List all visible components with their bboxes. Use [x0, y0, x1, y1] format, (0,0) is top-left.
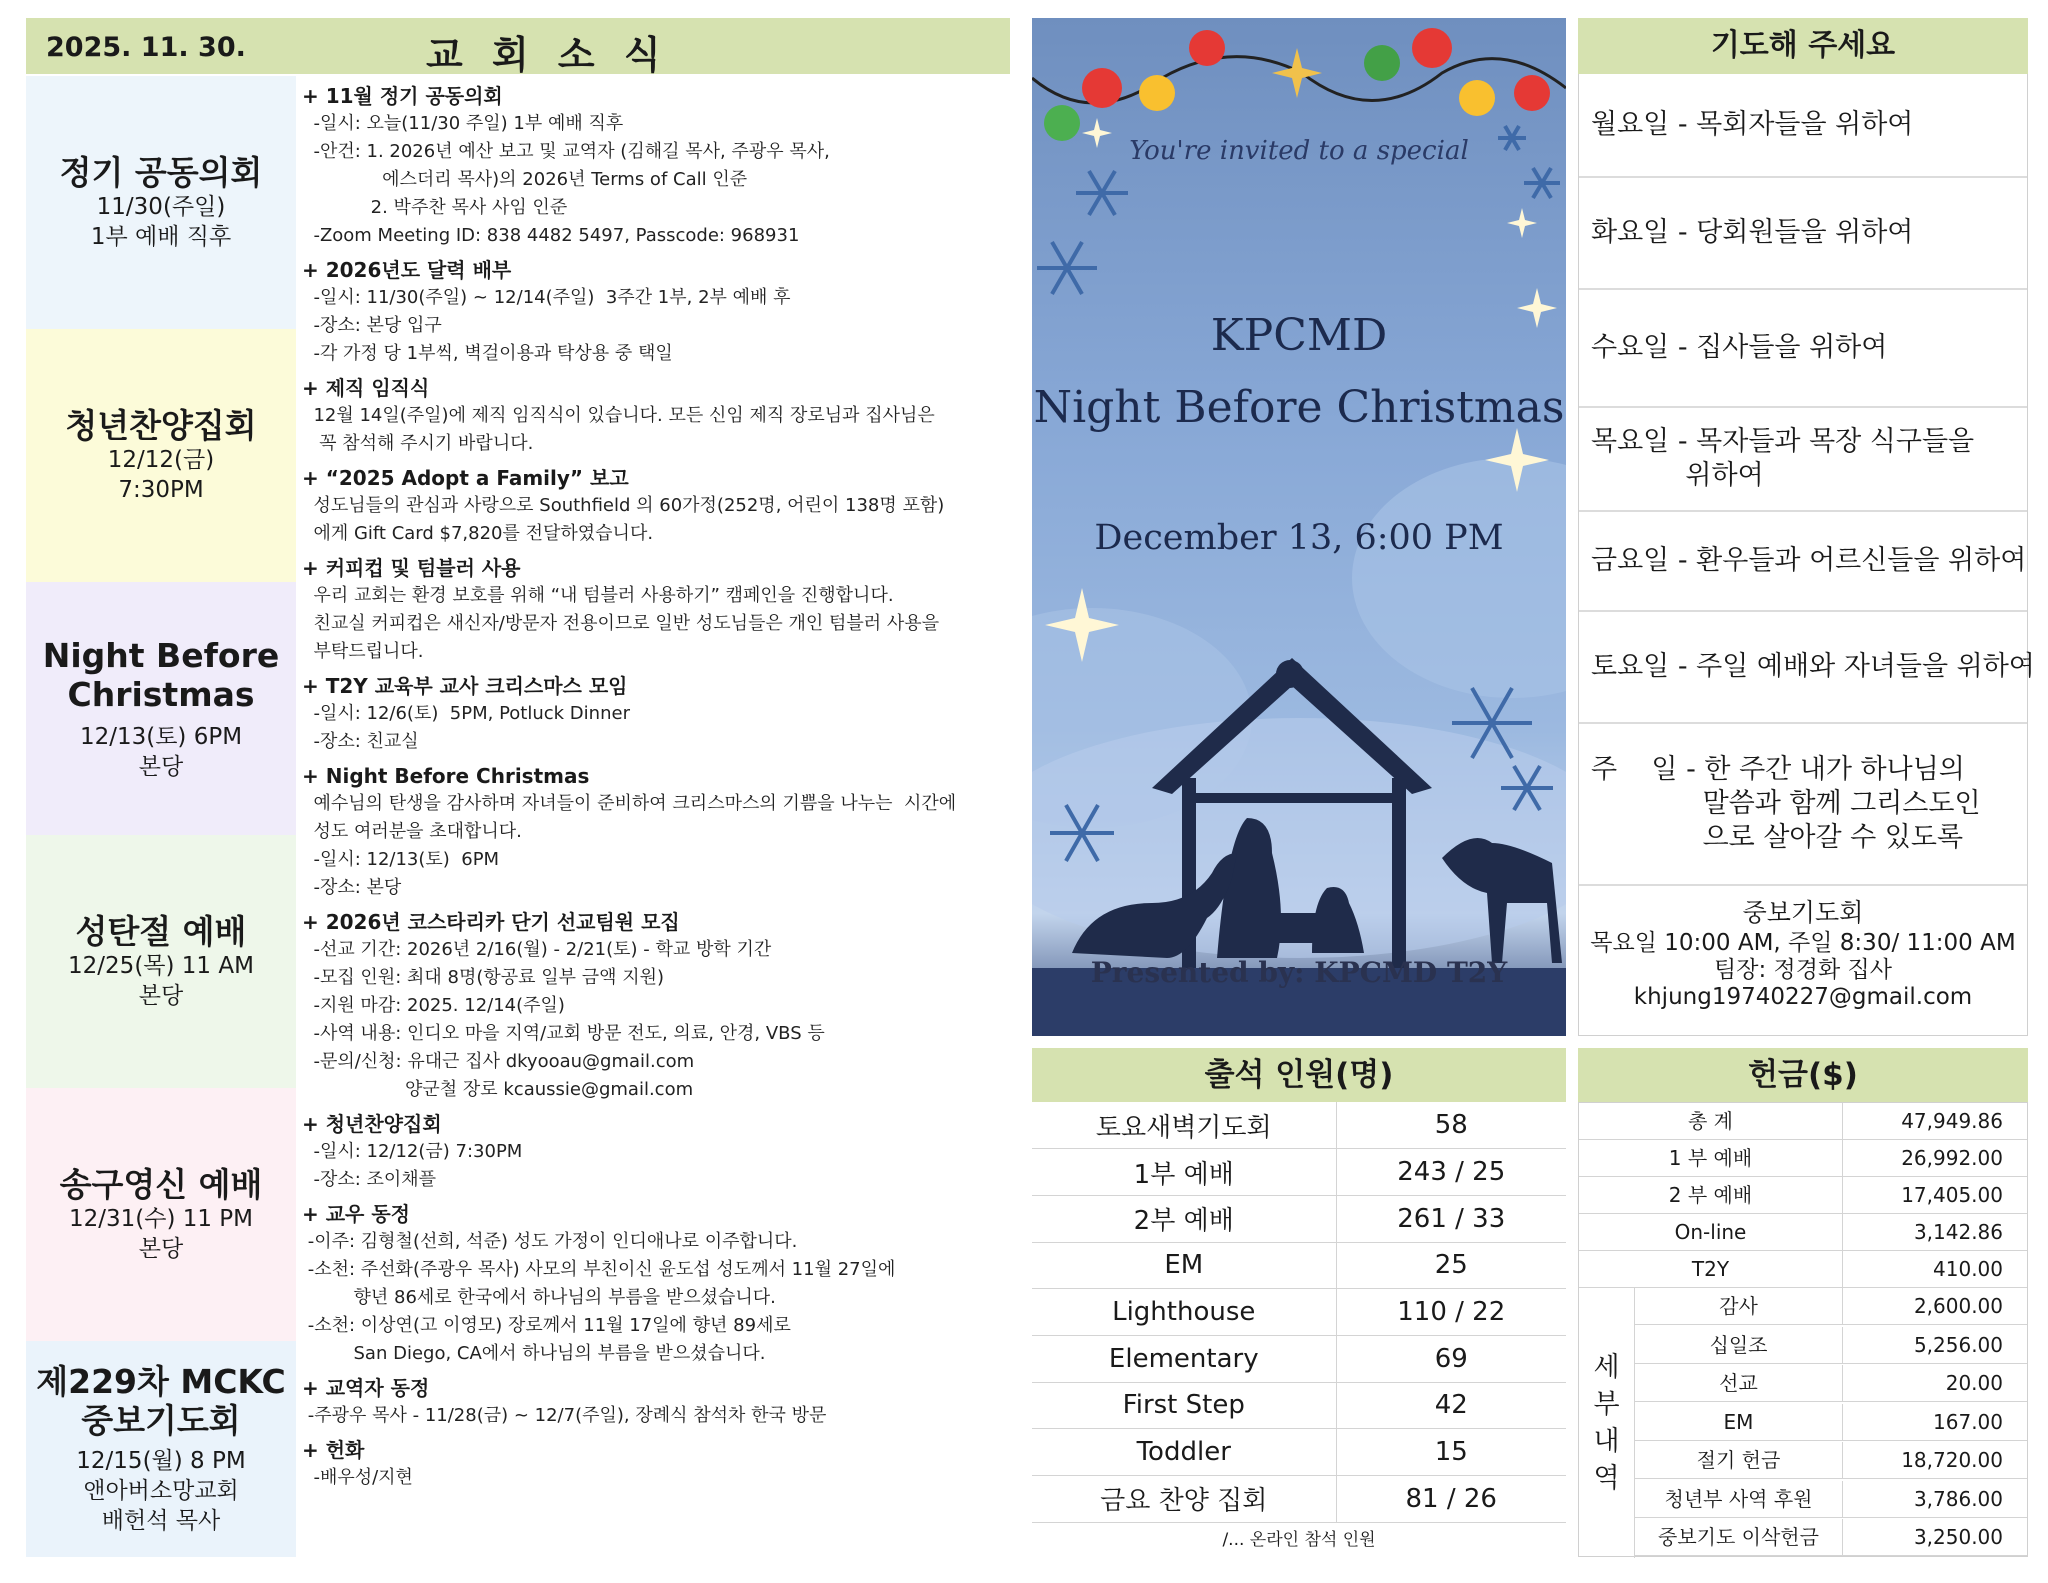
poster-title-event: Night Before Christmas [1033, 382, 1565, 433]
news-title: + 청년찬양집회 [302, 1112, 442, 1136]
news-title: + 11월 정기 공동의회 [302, 84, 503, 108]
attendance-title: 출석 인원(명) [1032, 1048, 1566, 1102]
prayer-item-wednesday [1579, 290, 2027, 408]
offering-amount: 3,250.00 [1913, 1525, 2003, 1549]
offering-row [1579, 1140, 2027, 1177]
offering-amount: 17,405.00 [1901, 1183, 2003, 1207]
prayer-text: 목요일 - 목자들과 목장 식구들을 위하여 [1591, 426, 1975, 491]
prayer-text: 월요일 - 목회자들을 위하여 [1591, 109, 1914, 140]
poster-title-org: KPCMD [1210, 310, 1388, 361]
offering-row [1635, 1365, 2027, 1402]
intercession-title: 중보기도회 [1742, 898, 1864, 927]
prayer-text: 수요일 - 집사들을 위하여 [1591, 332, 1888, 363]
offering-amount: 3,786.00 [1913, 1486, 2003, 1511]
news-list [302, 82, 1022, 1562]
offering-amount: 47,949.86 [1901, 1109, 2003, 1133]
news-title: + 교우 동정 [302, 1202, 410, 1226]
news-line: -배우성/지현 [302, 1467, 413, 1488]
news-section-title: 교 회 소 식 [426, 33, 669, 77]
offering-row [1635, 1288, 2027, 1325]
news-line: 에스더리 목사)의 2026년 Terms of Call 인준 [302, 169, 748, 190]
intercession-time: 목요일 10:00 AM, 주일 8:30/ 11:00 AM [1590, 930, 2016, 956]
event-date: 12/31(수) 11 PM [68, 1206, 254, 1232]
news-line: 에게 Gift Card $7,820를 전달하였습니다. [302, 523, 654, 544]
news-line: -일시: 오늘(11/30 주일) 1부 예배 직후 [302, 113, 624, 134]
event-name: 청년찬양집회 [65, 406, 257, 445]
intercession-leader: 팀장: 정경화 집사 [1714, 957, 1892, 983]
offering-category: 선교 [1635, 1365, 1843, 1402]
offering-table [1578, 1102, 2028, 1557]
prayer-text: 금요일 - 환우들과 어르신들을 위하여 [1591, 545, 2027, 576]
intercession-block [1579, 886, 2027, 1034]
event-date: 12/12(금) [107, 447, 215, 473]
bulletin-date: 2025. 11. 30. [46, 32, 246, 63]
attendance-group: First Step [1032, 1382, 1336, 1429]
news-line: -문의/신청: 유대근 집사 dkyooau@gmail.com [302, 1051, 695, 1072]
event-block-christmas-service [26, 835, 296, 1088]
poster-invite-text: You're invited to a special [1129, 136, 1469, 166]
news-title: + 교역자 동정 [302, 1376, 430, 1400]
event-block-new-year-service [26, 1088, 296, 1341]
intercession-email[interactable]: khjung19740227@gmail.com [1633, 984, 1973, 1010]
news-title: + 제직 임직식 [302, 376, 430, 400]
attendance-count: 58 [1336, 1102, 1566, 1149]
news-line: -모집 인원: 최대 8명(항공료 일부 금액 지원) [302, 967, 665, 988]
attendance-row [1032, 1102, 1566, 1149]
event-name: 성탄절 예배 [75, 912, 247, 951]
event-venue: 앤아버소망교회 [83, 1478, 239, 1504]
attendance-table [1032, 1102, 1566, 1523]
event-detail: 본당 [138, 1236, 184, 1262]
news-item [302, 256, 1022, 368]
news-title: + 2026년도 달력 배부 [302, 258, 512, 282]
news-line: -각 가정 당 1부씩, 벽걸이용과 탁상용 중 택일 [302, 343, 673, 364]
poster-date: December 13, 6:00 PM [1094, 518, 1504, 558]
news-title: + Night Before Christmas [302, 764, 590, 788]
offering-category: 2 부 예배 [1579, 1177, 1843, 1214]
news-line: -선교 기간: 2026년 2/16(월) - 2/21(토) - 학교 방학 기간 [302, 939, 772, 960]
offering-row [1635, 1481, 2027, 1518]
news-line: 12월 14일(주일)에 제직 임직식이 있습니다. 모든 신임 제직 장로님과 집사님은 [302, 405, 935, 426]
news-line: 부탁드립니다. [302, 641, 424, 662]
attendance-count: 81 / 26 [1336, 1476, 1566, 1523]
offering-title: 헌금($) [1578, 1048, 2028, 1102]
prayer-section-title: 기도해 주세요 [1578, 18, 2028, 74]
attendance-row [1032, 1382, 1566, 1429]
news-item [302, 82, 1022, 250]
news-line: 성도 여러분을 초대합니다. [302, 821, 522, 842]
news-line: -Zoom Meeting ID: 838 4482 5497, Passcode: 968931 [302, 225, 800, 246]
offering-category: T2Y [1579, 1251, 1843, 1288]
offering-amount: 3,142.86 [1913, 1220, 2003, 1244]
offering-row [1579, 1214, 2027, 1251]
news-line: -장소: 친교실 [302, 731, 419, 752]
event-date: 12/13(토) 6PM [79, 723, 243, 750]
news-line: 양군철 장로 kcaussie@gmail.com [302, 1079, 694, 1100]
offering-row [1635, 1327, 2027, 1364]
news-line: 예수님의 탄생을 감사하며 자녀들이 준비하여 크리스마스의 기쁨을 나누는 시간에 [302, 793, 957, 814]
bulletin-header [26, 18, 1010, 77]
event-date: 12/25(목) 11 AM [68, 953, 254, 979]
prayer-text: 주 일 - 한 주간 내가 하나님의 말씀과 함께 그리스도인 으로 살아갈 수 있도록 [1591, 754, 1981, 853]
attendance-count: 261 / 33 [1336, 1195, 1566, 1242]
event-block-congregation-meeting [26, 76, 296, 329]
attendance-row [1032, 1242, 1566, 1289]
news-line: 우리 교회는 환경 보호를 위해 “내 텀블러 사용하기” 캠페인을 진행합니다. [302, 585, 894, 606]
offering-row [1635, 1404, 2027, 1441]
news-item [302, 1200, 1022, 1368]
attendance-count: 69 [1336, 1335, 1566, 1382]
attendance-row [1032, 1195, 1566, 1242]
news-line: -사역 내용: 인디오 마을 지역/교회 방문 전도, 의료, 안경, VBS 등 [302, 1023, 825, 1044]
attendance-count: 25 [1336, 1242, 1566, 1289]
event-detail: 본당 [138, 983, 184, 1009]
news-line: -일시: 12/6(토) 5PM, Potluck Dinner [302, 703, 630, 724]
offering-category: 청년부 사역 후원 [1635, 1481, 1843, 1518]
news-line: -장소: 조이채플 [302, 1169, 437, 1190]
offering-category: EM [1635, 1404, 1843, 1441]
offering-row [1635, 1442, 2027, 1479]
offering-category: 감사 [1635, 1288, 1843, 1325]
event-block-night-before-christmas [26, 582, 296, 835]
offering-category: 십일조 [1635, 1327, 1843, 1364]
attendance-group: Lighthouse [1032, 1289, 1336, 1336]
prayer-text: 화요일 - 당회원들을 위하여 [1591, 217, 1914, 248]
prayer-item-tuesday [1579, 178, 2027, 290]
attendance-row [1032, 1476, 1566, 1523]
offering-amount: 5,256.00 [1913, 1332, 2003, 1357]
event-speaker: 배헌석 목사 [101, 1508, 221, 1534]
prayer-item-thursday [1579, 408, 2027, 512]
news-line: 2. 박주찬 목사 사임 인준 [302, 197, 568, 218]
news-title: + T2Y 교육부 교사 크리스마스 모임 [302, 674, 628, 698]
attendance-row [1032, 1335, 1566, 1382]
prayer-text: 토요일 - 주일 예배와 자녀들을 위하여 [1591, 651, 2035, 682]
news-item [302, 762, 1022, 902]
prayer-item-friday [1579, 512, 2027, 612]
attendance-group: EM [1032, 1242, 1336, 1289]
attendance-count: 110 / 22 [1336, 1289, 1566, 1336]
event-date: 12/15(월) 8 PM [76, 1448, 246, 1474]
news-item [302, 464, 1022, 548]
offering-detail-label-text: 세부내역 [1593, 1352, 1620, 1494]
attendance-group: 토요새벽기도회 [1032, 1102, 1336, 1149]
attendance-count: 243 / 25 [1336, 1149, 1566, 1196]
prayer-item-monday [1579, 74, 2027, 178]
attendance-group: Elementary [1032, 1335, 1336, 1382]
news-title: + 2026년 코스타리카 단기 선교팀원 모집 [302, 910, 680, 934]
offering-amount: 410.00 [1933, 1257, 2003, 1281]
offering-row [1635, 1519, 2027, 1556]
offering-amount: 167.00 [1933, 1409, 2003, 1434]
news-line: -소천: 주선화(주광우 목사) 사모의 부친이신 윤도섭 성도께서 11월 27일에 [302, 1259, 896, 1280]
event-name: 송구영신 예배 [59, 1165, 263, 1204]
news-line: -장소: 본당 [302, 877, 402, 898]
attendance-group: Toddler [1032, 1429, 1336, 1476]
offering-row [1579, 1103, 2027, 1140]
news-title: + 헌화 [302, 1438, 365, 1462]
offering-category: 절기 헌금 [1635, 1442, 1843, 1479]
offering-row [1579, 1251, 2027, 1288]
event-detail: 7:30PM [118, 477, 204, 503]
offering-category: On-line [1579, 1214, 1843, 1251]
news-line: -이주: 김형철(선희, 석준) 성도 가정이 인디애나로 이주합니다. [302, 1231, 798, 1252]
news-line: -일시: 11/30(주일) ~ 12/14(주일) 3주간 1부, 2부 예배 후 [302, 287, 791, 308]
offering-amount: 2,600.00 [1913, 1294, 2003, 1318]
event-date: 11/30(주일) [96, 194, 226, 220]
news-line: -안건: 1. 2026년 예산 보고 및 교역자 (김해길 목사, 주광우 목사, [302, 141, 830, 162]
offering-amount: 20.00 [1945, 1371, 2003, 1395]
news-title: + “2025 Adopt a Family” 보고 [302, 466, 629, 490]
news-item [302, 374, 1022, 458]
poster-presenter: Presented by: KPCMD T2Y [1090, 956, 1508, 989]
news-line: -일시: 12/12(금) 7:30PM [302, 1141, 523, 1162]
offering-row [1579, 1177, 2027, 1214]
attendance-group: 1부 예배 [1032, 1149, 1336, 1196]
prayer-item-sunday [1579, 724, 2027, 886]
attendance-row [1032, 1429, 1566, 1476]
news-line: -지원 마감: 2025. 12/14(주일) [302, 995, 565, 1016]
news-line: 성도님들의 관심과 사랑으로 Southfield 의 60가정(252명, 어린이 138명 포함) [302, 495, 945, 516]
event-name: 정기 공동의회 [59, 153, 263, 192]
attendance-note: /... 온라인 참석 인원 [1222, 1530, 1376, 1550]
attendance-row [1032, 1149, 1566, 1196]
christmas-poster [1032, 18, 1566, 1036]
attendance-group: 금요 찬양 집회 [1032, 1476, 1336, 1523]
attendance-count: 42 [1336, 1382, 1566, 1429]
news-line: 친교실 커피컵은 새신자/방문자 전용이므로 일반 성도님들은 개인 텀블러 사용을 [302, 613, 940, 634]
offering-detail-label [1579, 1288, 1635, 1558]
offering-amount: 18,720.00 [1901, 1448, 2003, 1472]
news-item [302, 672, 1022, 756]
offering-category: 중보기도 이삭헌금 [1635, 1519, 1843, 1556]
news-line: -장소: 본당 입구 [302, 315, 442, 336]
news-title: + 커피컵 및 텀블러 사용 [302, 556, 521, 580]
offering-category: 1 부 예배 [1579, 1140, 1843, 1177]
news-line: -주광우 목사 - 11/28(금) ~ 12/7(주일), 장례식 참석차 한국 방문 [302, 1405, 827, 1426]
prayer-item-saturday [1579, 612, 2035, 724]
news-line: 꼭 참석해 주시기 바랍니다. [302, 433, 534, 454]
news-line: San Diego, CA에서 하나님의 부름을 받으셨습니다. [302, 1343, 766, 1364]
news-line: -일시: 12/13(토) 6PM [302, 849, 500, 870]
offering-category: 총 계 [1579, 1103, 1843, 1140]
news-item [302, 1110, 1022, 1194]
news-item [302, 1436, 1022, 1492]
event-detail: 본당 [138, 753, 184, 780]
event-block-mckc-prayer [26, 1341, 296, 1557]
offering-amount: 26,992.00 [1901, 1146, 2003, 1170]
event-name: 제229차 MCKC 중보기도회 [36, 1362, 286, 1440]
news-line: 향년 86세로 한국에서 하나님의 부름을 받으셨습니다. [302, 1287, 776, 1308]
event-detail: 1부 예배 직후 [90, 224, 232, 250]
attendance-count: 15 [1336, 1429, 1566, 1476]
news-item [302, 554, 1022, 666]
prayer-list [1578, 74, 2035, 1036]
news-item [302, 1374, 1022, 1430]
news-line: -소천: 이상연(고 이영모) 장로께서 11월 17일에 향년 89세로 [302, 1315, 791, 1336]
attendance-row [1032, 1289, 1566, 1336]
attendance-group: 2부 예배 [1032, 1195, 1336, 1242]
event-block-youth-worship [26, 329, 296, 582]
event-name: Night Before Christmas [42, 635, 280, 714]
news-item [302, 908, 1022, 1104]
